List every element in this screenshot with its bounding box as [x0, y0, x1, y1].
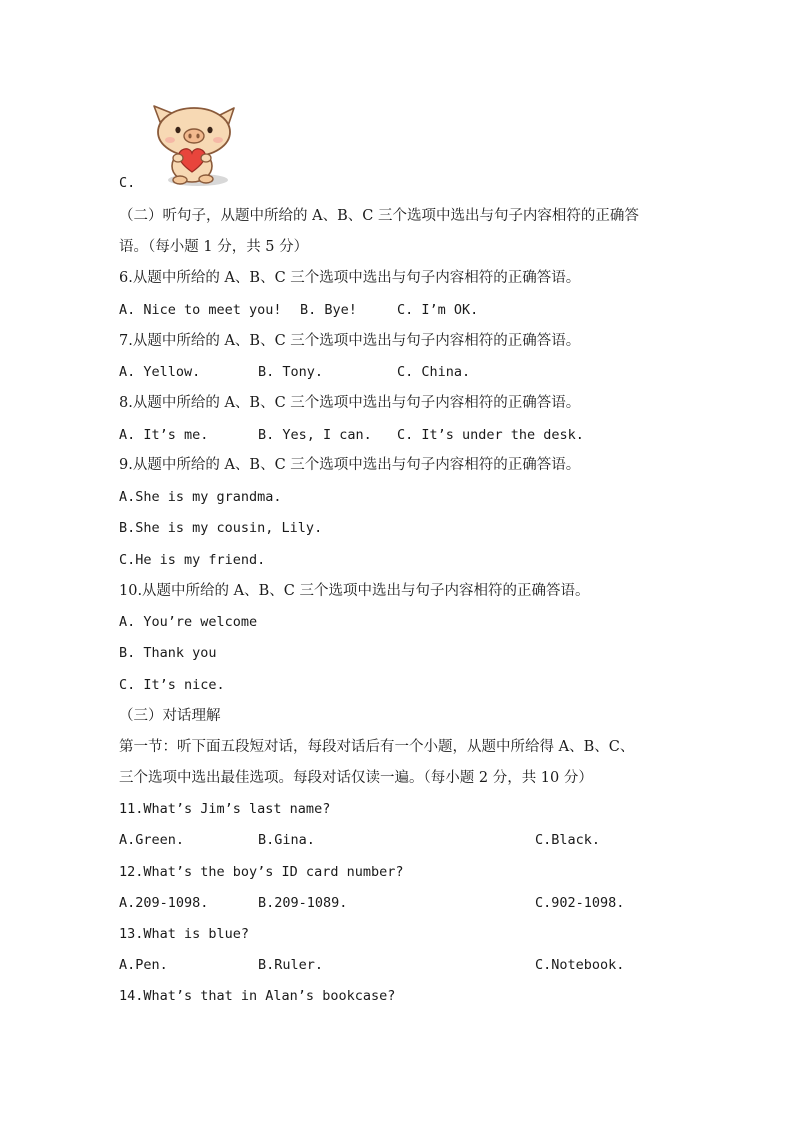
q8-option-a: A. It’s me. — [119, 427, 209, 443]
section2-header-line1: （二）听句子，从题中所给的 A、B、C 三个选项中选出与句子内容相符的正确答 — [119, 208, 639, 224]
q6-option-b: B. Bye! — [300, 302, 357, 318]
section2-header-line2: 语。（每小题 1 分，共 5 分） — [119, 239, 309, 255]
q7-option-c: C. China. — [397, 364, 471, 380]
q6-stem: 6.从题中所给的 A、B、C 三个选项中选出与句子内容相符的正确答语。 — [119, 270, 581, 286]
q8-stem: 8.从题中所给的 A、B、C 三个选项中选出与句子内容相符的正确答语。 — [119, 395, 581, 411]
q12-stem: 12.What’s the boy’s ID card number? — [119, 864, 404, 880]
q13-option-a: A.Pen. — [119, 957, 168, 973]
q11-option-a: A.Green. — [119, 832, 185, 848]
q10-option-c: C. It’s nice. — [119, 677, 225, 693]
q9-option-a: A.She is my grandma. — [119, 489, 282, 505]
section3-instruction-line2: 三个选项中选出最佳选项。每段对话仅读一遍。（每小题 2 分，共 10 分） — [119, 770, 593, 786]
q6-option-a: A. Nice to meet you! — [119, 302, 282, 318]
q9-option-c: C.He is my friend. — [119, 552, 266, 568]
pig-holding-heart-image — [148, 100, 236, 190]
q10-option-a: A. You’re welcome — [119, 614, 258, 630]
q8-option-b: B. Yes, I can. — [258, 427, 372, 443]
q11-option-c: C.Black. — [535, 832, 601, 848]
q12-option-c: C.902-1098. — [535, 895, 625, 911]
q7-option-b: B. Tony. — [258, 364, 324, 380]
q10-option-b: B. Thank you — [119, 645, 217, 661]
q8-option-c: C. It’s under the desk. — [397, 427, 584, 443]
q13-stem: 13.What is blue? — [119, 926, 250, 942]
q12-option-a: A.209-1098. — [119, 895, 209, 911]
q7-stem: 7.从题中所给的 A、B、C 三个选项中选出与句子内容相符的正确答语。 — [119, 333, 581, 349]
q13-option-b: B.Ruler. — [258, 957, 324, 973]
q11-stem: 11.What’s Jim’s last name? — [119, 801, 331, 817]
q9-option-b: B.She is my cousin, Lily. — [119, 520, 323, 536]
section3-instruction-line1: 第一节：听下面五段短对话，每段对话后有一个小题，从题中所给得 A、B、C、 — [119, 739, 635, 755]
q7-option-a: A. Yellow. — [119, 364, 201, 380]
q9-stem: 9.从题中所给的 A、B、C 三个选项中选出与句子内容相符的正确答语。 — [119, 457, 581, 473]
q6-option-c: C. I’m OK. — [397, 302, 479, 318]
q10-stem: 10.从题中所给的 A、B、C 三个选项中选出与句子内容相符的正确答语。 — [119, 583, 590, 599]
q14-stem: 14.What’s that in Alan’s bookcase? — [119, 988, 396, 1004]
pig-option-label: C. — [119, 175, 136, 191]
q11-option-b: B.Gina. — [258, 832, 315, 848]
q13-option-c: C.Notebook. — [535, 957, 625, 973]
section3-header: （三）对话理解 — [119, 708, 221, 724]
q12-option-b: B.209-1089. — [258, 895, 348, 911]
